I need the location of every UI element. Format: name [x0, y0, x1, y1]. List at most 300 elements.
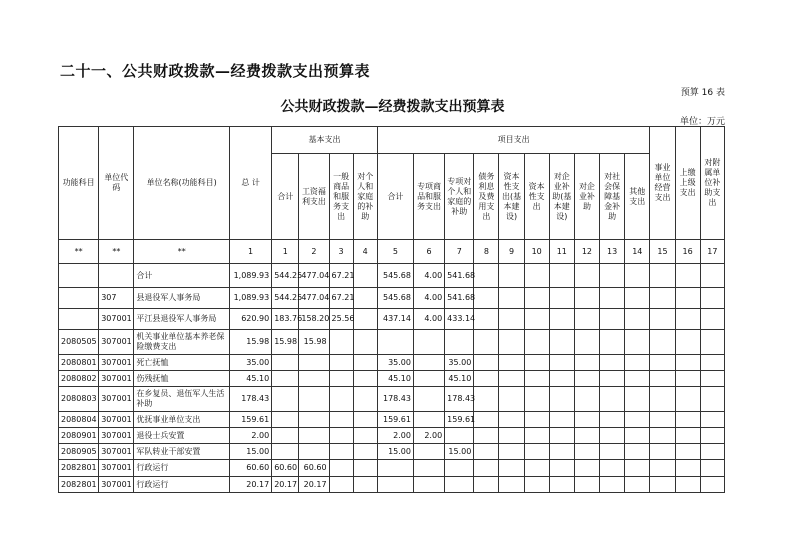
empty-cell: [574, 428, 599, 444]
project-goods-cell: [413, 477, 444, 493]
empty-cell: [600, 371, 625, 387]
index-cell: 4: [353, 240, 377, 264]
empty-cell: [574, 444, 599, 460]
goods-cell: 25.56: [329, 309, 353, 330]
func-code-cell: 2080804: [59, 412, 99, 428]
empty-cell: [474, 330, 499, 355]
unit-code-cell: 307001: [99, 371, 134, 387]
empty-cell: [574, 355, 599, 371]
empty-cell: [600, 387, 625, 412]
table-row: [59, 309, 725, 330]
header-basic-group: 基本支出: [272, 127, 378, 154]
project-individual-cell: [445, 460, 474, 477]
empty-cell: [474, 288, 499, 309]
header-salary: 工资福利支出: [299, 154, 329, 240]
empty-cell: [600, 330, 625, 355]
basic-total-cell: [272, 371, 299, 387]
total-cell: 2.00: [229, 428, 271, 444]
empty-cell: [675, 412, 700, 428]
header-subordinate-subsidy: 对附属单位补助支出: [700, 127, 724, 240]
project-total-cell: [377, 330, 413, 355]
empty-cell: [549, 477, 574, 493]
individual-cell: [353, 264, 377, 288]
unit-name-cell: 县退役军人事务局: [134, 288, 230, 309]
empty-cell: [549, 309, 574, 330]
index-cell: 10: [524, 240, 549, 264]
project-goods-cell: [413, 355, 444, 371]
func-code-cell: 2080905: [59, 444, 99, 460]
unit-name-cell: 军队转业干部安置: [134, 444, 230, 460]
project-total-cell: 545.68: [377, 288, 413, 309]
empty-cell: [700, 428, 724, 444]
empty-cell: [474, 460, 499, 477]
empty-cell: [524, 412, 549, 428]
empty-cell: [700, 412, 724, 428]
goods-cell: [329, 477, 353, 493]
unit-name-cell: 死亡抚恤: [134, 355, 230, 371]
table-header: [59, 127, 725, 264]
individual-cell: [353, 288, 377, 309]
total-cell: 20.17: [229, 477, 271, 493]
empty-cell: [549, 264, 574, 288]
empty-cell: [499, 428, 524, 444]
empty-cell: [474, 428, 499, 444]
empty-cell: [675, 460, 700, 477]
index-cell: 15: [650, 240, 675, 264]
goods-cell: 67.21: [329, 288, 353, 309]
index-cell: 13: [600, 240, 625, 264]
func-code-cell: 2080901: [59, 428, 99, 444]
empty-cell: [499, 477, 524, 493]
func-code-cell: [59, 309, 99, 330]
goods-cell: [329, 412, 353, 428]
index-cell: 3: [329, 240, 353, 264]
header-basic-total: 合计: [272, 154, 299, 240]
empty-cell: [650, 477, 675, 493]
empty-cell: [600, 309, 625, 330]
header-proj-individual: 专项对个人和家庭的补助: [445, 154, 474, 240]
empty-cell: [625, 309, 650, 330]
individual-cell: [353, 355, 377, 371]
unit-code-cell: [99, 264, 134, 288]
index-cell: **: [99, 240, 134, 264]
empty-cell: [625, 264, 650, 288]
empty-cell: [675, 428, 700, 444]
header-individual: 对个人和家庭的补助: [353, 154, 377, 240]
empty-cell: [625, 460, 650, 477]
empty-cell: [524, 387, 549, 412]
goods-cell: [329, 371, 353, 387]
empty-cell: [549, 444, 574, 460]
salary-cell: [299, 412, 329, 428]
project-individual-cell: 541.68: [445, 288, 474, 309]
empty-cell: [549, 428, 574, 444]
header-debt-interest: 债务利息及费用支出: [474, 154, 499, 240]
project-individual-cell: [445, 330, 474, 355]
index-cell: 17: [700, 240, 724, 264]
basic-total-cell: [272, 355, 299, 371]
empty-cell: [650, 428, 675, 444]
empty-cell: [549, 288, 574, 309]
empty-cell: [474, 412, 499, 428]
index-cell: 9: [499, 240, 524, 264]
header-total: 总 计: [229, 127, 271, 240]
header-business-operation: 事业单位经营支出: [650, 127, 675, 240]
index-cell: **: [134, 240, 230, 264]
empty-cell: [499, 412, 524, 428]
header-capital: 资本性支出: [524, 154, 549, 240]
project-goods-cell: 4.00: [413, 309, 444, 330]
individual-cell: [353, 460, 377, 477]
goods-cell: [329, 355, 353, 371]
empty-cell: [700, 477, 724, 493]
unit-name-cell: 伤残抚恤: [134, 371, 230, 387]
table-row: [59, 460, 725, 477]
empty-cell: [625, 330, 650, 355]
salary-cell: 477.04: [299, 264, 329, 288]
empty-cell: [499, 288, 524, 309]
unit-code-cell: 307001: [99, 444, 134, 460]
individual-cell: [353, 444, 377, 460]
empty-cell: [650, 460, 675, 477]
empty-cell: [600, 428, 625, 444]
table-row: [59, 355, 725, 371]
empty-cell: [549, 355, 574, 371]
empty-cell: [625, 355, 650, 371]
basic-total-cell: 15.98: [272, 330, 299, 355]
empty-cell: [574, 371, 599, 387]
project-total-cell: 15.00: [377, 444, 413, 460]
empty-cell: [499, 387, 524, 412]
empty-cell: [650, 412, 675, 428]
empty-cell: [650, 330, 675, 355]
project-individual-cell: 433.14: [445, 309, 474, 330]
index-cell: 6: [413, 240, 444, 264]
empty-cell: [650, 387, 675, 412]
total-cell: 178.43: [229, 387, 271, 412]
empty-cell: [574, 264, 599, 288]
empty-cell: [474, 387, 499, 412]
basic-total-cell: [272, 412, 299, 428]
project-goods-cell: [413, 371, 444, 387]
salary-cell: [299, 355, 329, 371]
salary-cell: [299, 371, 329, 387]
empty-cell: [600, 477, 625, 493]
empty-cell: [625, 412, 650, 428]
empty-cell: [574, 460, 599, 477]
project-goods-cell: [413, 412, 444, 428]
empty-cell: [675, 371, 700, 387]
empty-cell: [600, 460, 625, 477]
index-cell: 8: [474, 240, 499, 264]
unit-name-cell: 在乡复员、退伍军人生活补助: [134, 387, 230, 412]
empty-cell: [474, 264, 499, 288]
header-func-code: 功能科目: [59, 127, 99, 240]
project-individual-cell: [445, 477, 474, 493]
empty-cell: [650, 288, 675, 309]
empty-cell: [524, 444, 549, 460]
empty-cell: [549, 371, 574, 387]
goods-cell: [329, 460, 353, 477]
salary-cell: 15.98: [299, 330, 329, 355]
table-row: [59, 264, 725, 288]
empty-cell: [675, 330, 700, 355]
unit-name-cell: 行政运行: [134, 477, 230, 493]
unit-name-cell: 退役士兵安置: [134, 428, 230, 444]
salary-cell: [299, 387, 329, 412]
empty-cell: [549, 330, 574, 355]
total-cell: 1,089.93: [229, 288, 271, 309]
empty-cell: [574, 288, 599, 309]
project-total-cell: 159.61: [377, 412, 413, 428]
project-individual-cell: 15.00: [445, 444, 474, 460]
salary-cell: 60.60: [299, 460, 329, 477]
project-total-cell: [377, 460, 413, 477]
unit-name-cell: 机关事业单位基本养老保险缴费支出: [134, 330, 230, 355]
basic-total-cell: 60.60: [272, 460, 299, 477]
empty-cell: [499, 355, 524, 371]
empty-cell: [700, 330, 724, 355]
empty-cell: [625, 387, 650, 412]
empty-cell: [524, 428, 549, 444]
total-cell: 35.00: [229, 355, 271, 371]
salary-cell: 158.20: [299, 309, 329, 330]
index-cell: 7: [445, 240, 474, 264]
empty-cell: [650, 309, 675, 330]
table-row: [59, 412, 725, 428]
empty-cell: [524, 460, 549, 477]
empty-cell: [600, 264, 625, 288]
project-total-cell: 545.68: [377, 264, 413, 288]
empty-cell: [650, 444, 675, 460]
empty-cell: [474, 371, 499, 387]
empty-cell: [549, 387, 574, 412]
total-cell: 15.00: [229, 444, 271, 460]
goods-cell: [329, 444, 353, 460]
func-code-cell: 2080802: [59, 371, 99, 387]
unit-name-cell: 合计: [134, 264, 230, 288]
index-cell: **: [59, 240, 99, 264]
header-project-group: 项目支出: [377, 127, 650, 154]
unit-name-cell: 平江县退役军人事务局: [134, 309, 230, 330]
salary-cell: 20.17: [299, 477, 329, 493]
individual-cell: [353, 371, 377, 387]
unit-code-cell: 307001: [99, 460, 134, 477]
unit-name-cell: 行政运行: [134, 460, 230, 477]
table-row: [59, 371, 725, 387]
table-title: 公共财政拨款—经费拨款支出预算表: [280, 99, 505, 115]
basic-total-cell: 544.25: [272, 288, 299, 309]
table-row: [59, 387, 725, 412]
unit-label: 单位：万元: [679, 117, 725, 127]
empty-cell: [625, 371, 650, 387]
goods-cell: 67.21: [329, 264, 353, 288]
header-unit-name: 单位名称(功能科目): [134, 127, 230, 240]
individual-cell: [353, 477, 377, 493]
unit-code-cell: 307: [99, 288, 134, 309]
empty-cell: [600, 355, 625, 371]
empty-cell: [675, 309, 700, 330]
empty-cell: [574, 309, 599, 330]
project-goods-cell: 2.00: [413, 428, 444, 444]
table-row: [59, 444, 725, 460]
empty-cell: [499, 264, 524, 288]
empty-cell: [675, 477, 700, 493]
index-row: [59, 240, 725, 264]
empty-cell: [625, 428, 650, 444]
table-row: [59, 477, 725, 493]
project-individual-cell: 35.00: [445, 355, 474, 371]
index-cell: 5: [377, 240, 413, 264]
table-number: 预算 16 表: [680, 88, 725, 98]
individual-cell: [353, 412, 377, 428]
table-body: [59, 264, 725, 493]
project-individual-cell: 178.43: [445, 387, 474, 412]
empty-cell: [524, 355, 549, 371]
empty-cell: [474, 477, 499, 493]
unit-code-cell: 307001: [99, 330, 134, 355]
basic-total-cell: 183.76: [272, 309, 299, 330]
individual-cell: [353, 387, 377, 412]
basic-total-cell: [272, 444, 299, 460]
empty-cell: [474, 444, 499, 460]
header-proj-goods: 专项商品和服务支出: [413, 154, 444, 240]
empty-cell: [600, 444, 625, 460]
project-goods-cell: 4.00: [413, 288, 444, 309]
empty-cell: [700, 264, 724, 288]
table-row: [59, 428, 725, 444]
project-total-cell: 35.00: [377, 355, 413, 371]
empty-cell: [524, 371, 549, 387]
empty-cell: [700, 460, 724, 477]
header-enterprise-subsidy: 对企业补助: [574, 154, 599, 240]
individual-cell: [353, 330, 377, 355]
header-social-security: 对社会保障基金补助: [600, 154, 625, 240]
empty-cell: [524, 288, 549, 309]
page-heading: 二十一、公共财政拨款—经费拨款支出预算表: [60, 62, 371, 80]
project-goods-cell: [413, 330, 444, 355]
empty-cell: [574, 412, 599, 428]
table-row: [59, 288, 725, 309]
project-total-cell: 178.43: [377, 387, 413, 412]
func-code-cell: [59, 264, 99, 288]
table-row: [59, 330, 725, 355]
header-unit-code: 单位代码: [99, 127, 134, 240]
empty-cell: [574, 477, 599, 493]
func-code-cell: [59, 288, 99, 309]
empty-cell: [600, 288, 625, 309]
empty-cell: [700, 387, 724, 412]
basic-total-cell: [272, 387, 299, 412]
basic-total-cell: [272, 428, 299, 444]
project-total-cell: [377, 477, 413, 493]
func-code-cell: 2080505: [59, 330, 99, 355]
index-cell: 16: [675, 240, 700, 264]
index-cell: 12: [574, 240, 599, 264]
empty-cell: [675, 387, 700, 412]
empty-cell: [700, 309, 724, 330]
project-goods-cell: [413, 387, 444, 412]
empty-cell: [524, 264, 549, 288]
empty-cell: [700, 355, 724, 371]
unit-code-cell: 307001: [99, 309, 134, 330]
unit-code-cell: 307001: [99, 387, 134, 412]
func-code-cell: 2080803: [59, 387, 99, 412]
func-code-cell: 2082801: [59, 477, 99, 493]
empty-cell: [499, 444, 524, 460]
project-goods-cell: [413, 460, 444, 477]
index-cell: 2: [299, 240, 329, 264]
total-cell: 45.10: [229, 371, 271, 387]
empty-cell: [700, 371, 724, 387]
empty-cell: [650, 264, 675, 288]
empty-cell: [675, 288, 700, 309]
empty-cell: [650, 371, 675, 387]
header-goods: 一般商品和服务支出: [329, 154, 353, 240]
empty-cell: [650, 355, 675, 371]
salary-cell: [299, 428, 329, 444]
budget-table: [58, 126, 725, 493]
goods-cell: [329, 428, 353, 444]
empty-cell: [499, 309, 524, 330]
empty-cell: [474, 355, 499, 371]
header-other: 其他支出: [625, 154, 650, 240]
empty-cell: [499, 330, 524, 355]
empty-cell: [625, 444, 650, 460]
total-cell: 1,089.93: [229, 264, 271, 288]
index-cell: 11: [549, 240, 574, 264]
unit-code-cell: 307001: [99, 355, 134, 371]
empty-cell: [574, 387, 599, 412]
total-cell: 620.90: [229, 309, 271, 330]
empty-cell: [675, 444, 700, 460]
individual-cell: [353, 309, 377, 330]
header-enterprise-subsidy-construction: 对企业补助(基本建设): [549, 154, 574, 240]
goods-cell: [329, 330, 353, 355]
empty-cell: [625, 288, 650, 309]
empty-cell: [675, 264, 700, 288]
func-code-cell: 2080801: [59, 355, 99, 371]
header-upper-payment: 上缴上级支出: [675, 127, 700, 240]
unit-name-cell: 优抚事业单位支出: [134, 412, 230, 428]
individual-cell: [353, 428, 377, 444]
empty-cell: [675, 355, 700, 371]
empty-cell: [625, 477, 650, 493]
index-cell: 1: [272, 240, 299, 264]
total-cell: 60.60: [229, 460, 271, 477]
func-code-cell: 2082801: [59, 460, 99, 477]
salary-cell: [299, 444, 329, 460]
empty-cell: [700, 444, 724, 460]
header-capital-construction: 资本性支出(基本建设): [499, 154, 524, 240]
unit-code-cell: 307001: [99, 477, 134, 493]
project-individual-cell: 541.68: [445, 264, 474, 288]
total-cell: 159.61: [229, 412, 271, 428]
project-individual-cell: [445, 428, 474, 444]
salary-cell: 477.04: [299, 288, 329, 309]
empty-cell: [549, 460, 574, 477]
index-cell: 1: [229, 240, 271, 264]
empty-cell: [600, 412, 625, 428]
basic-total-cell: 544.25: [272, 264, 299, 288]
total-cell: 15.98: [229, 330, 271, 355]
empty-cell: [524, 309, 549, 330]
basic-total-cell: 20.17: [272, 477, 299, 493]
project-individual-cell: 159.61: [445, 412, 474, 428]
index-cell: 14: [625, 240, 650, 264]
project-total-cell: 437.14: [377, 309, 413, 330]
project-total-cell: 45.10: [377, 371, 413, 387]
